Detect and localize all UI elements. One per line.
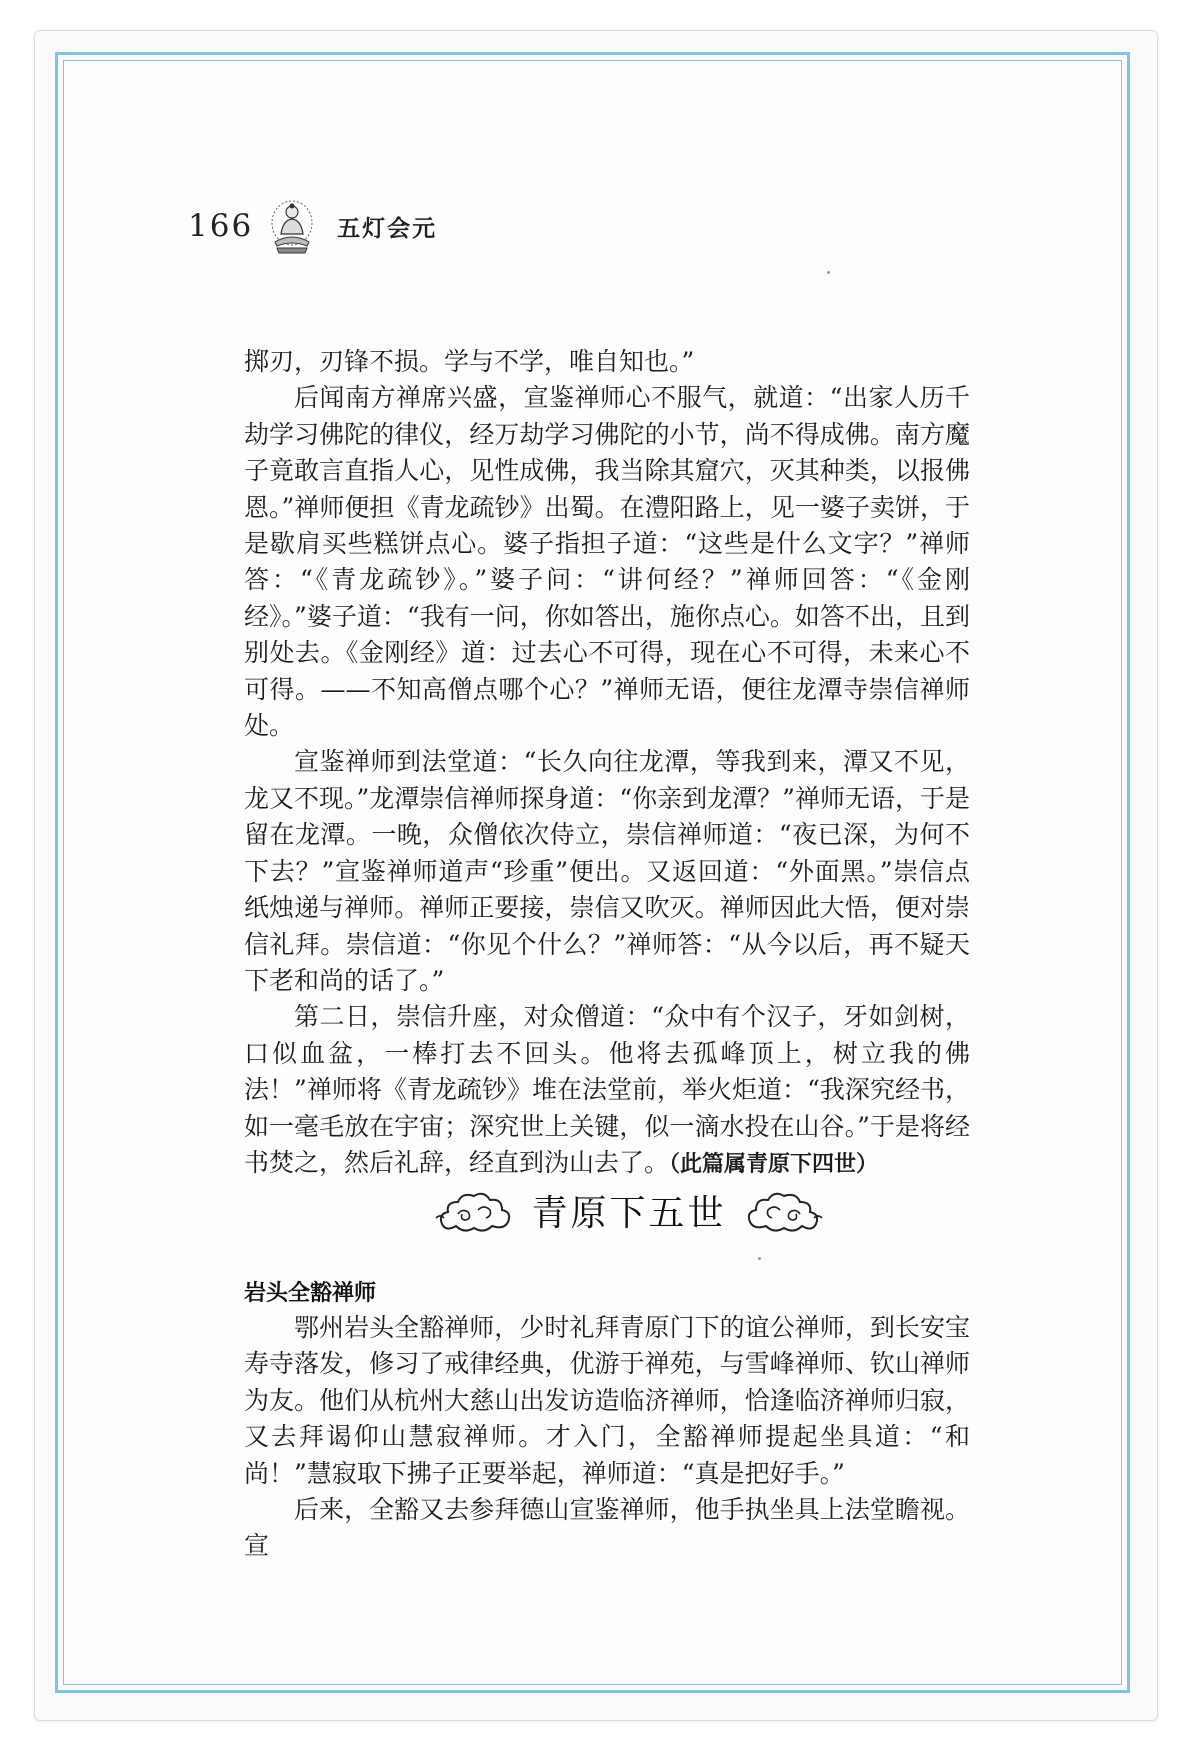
lineage-note: （此篇属青原下四世）: [669, 1151, 879, 1177]
page-number: 166: [188, 208, 254, 244]
buddha-icon: [267, 198, 317, 254]
paragraph: [244, 999, 970, 1183]
paragraph: 后闻南方禅席兴盛，宣鉴禅师心不服气，就道：“出家人历千劫学习佛陀的律仪，经万劫学习佛陀的小节，尚不得成佛。南方魔子竟敢言直指人心，见性成佛，我当除其窟穴，灭其种类，以报佛恩。”禅师便担《青龙疏钞》出蜀。在澧阳路上，见一婆子卖饼，于是歇肩买些糕饼点心。婆子指担子道：“这些是什么文字？”禅师答：“《青龙疏钞》。”婆子问：“讲何经？”禅师回答：“《金刚经》。”婆子道：“我有一问，你如答出，施你点心。如答不出，且到别处去。《金刚经》道：过去心不可得，现在心不可得，未来心不可得。——不知高僧点哪个心？”禅师无语，便往龙潭寺崇信禅师处。: [244, 383, 970, 741]
subheading: 岩头全豁禅师: [244, 1281, 377, 1306]
paragraph: 掷刃，刃锋不损。学与不学，唯自知也。”: [244, 347, 695, 376]
cloud-ornament-icon: [434, 1184, 516, 1236]
paragraph: 鄂州岩头全豁禅师，少时礼拜青原门下的谊公禅师，到长安宝寿寺落发，修习了戒律经典，优游于禅苑，与雪峰禅师、钦山禅师为友。他们从杭州大慈山出发访造临济禅师，恰逢临济禅师归寂，又去拜谒仰山慧寂禅师。才入门，全豁禅师提起坐具道：“和尚！”慧寂取下拂子正要举起，禅师道：“真是把好手。”: [244, 1313, 970, 1488]
body-text: [244, 344, 970, 1183]
scan-speck: [758, 1257, 761, 1260]
page-header: [188, 196, 437, 256]
paragraph: 宣鉴禅师到法堂道：“长久向往龙潭，等我到来，潭又不见，龙又不现。”龙潭崇信禅师探身道：“你亲到龙潭？”禅师无语，于是留在龙潭。一晚，众僧依次侍立，崇信禅师道：“夜已深，为何不下去？”宣鉴禅师道声“珍重”便出。又返回道：“外面黑。”崇信点纸烛递与禅师。禅师正要接，崇信又吹灭。禅师因此大悟，便对崇信礼拜。崇信道：“你见个什么？”禅师答：“从今以后，再不疑天下老和尚的话了。”: [244, 747, 970, 995]
section-title: 青原下五世: [531, 1192, 727, 1234]
cloud-ornament-icon: [742, 1184, 824, 1236]
paragraph: 后来，全豁又去参拜德山宣鉴禅师，他手执坐具上法堂瞻视。宣: [244, 1495, 970, 1561]
section-heading: [434, 1175, 824, 1245]
paragraph-text: 第二日，崇信升座，对众僧道：“众中有个汉子，牙如剑树，口似血盆，一棒打去不回头。他将去孤峰顶上，树立我的佛法！”禅师将《青龙疏钞》堆在法堂前，举火炬道：“我深究经书，如一毫毛放在宇宙；深究世上关键，似一滴水投在山谷。”于是将经书焚之，然后礼辞，经直到沩山去了。: [244, 1002, 970, 1177]
book-title: 五灯会元: [337, 215, 438, 242]
section-body-text: [244, 1310, 970, 1565]
scan-speck: [827, 271, 830, 274]
